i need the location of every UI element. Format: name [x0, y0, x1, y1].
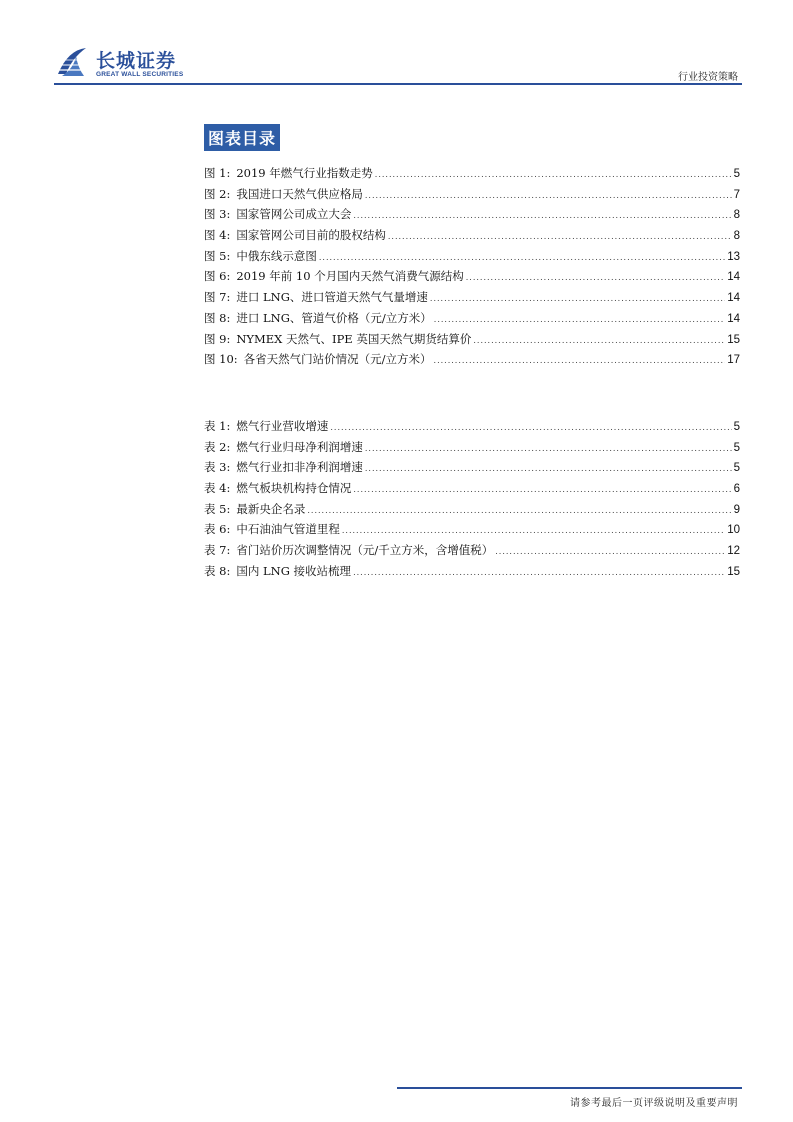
toc-entry-label: 图 8: [204, 310, 231, 325]
toc-entry-page[interactable]: 12 [727, 545, 740, 558]
toc-dot-leader [473, 331, 725, 352]
toc-entry-page[interactable]: 13 [727, 250, 740, 263]
toc-entry-page[interactable]: 5 [733, 168, 740, 180]
figure-toc-entry[interactable] [204, 246, 740, 267]
toc-entry-title[interactable]: 中石油油气管道里程 [236, 522, 340, 537]
figure-toc-entry[interactable] [204, 266, 740, 287]
toc-dot-leader [365, 186, 732, 207]
toc-entry-label: 图 2: [204, 186, 231, 201]
toc-entry-title[interactable]: 国家管网公司成立大会 [236, 207, 352, 222]
toc-dot-leader [353, 563, 725, 584]
company-logo [54, 44, 194, 84]
toc-entry-page[interactable]: 8 [733, 209, 740, 222]
toc-entry-label: 表 1: [204, 419, 231, 433]
toc-dot-leader [365, 439, 732, 460]
toc-entry-title[interactable]: 进口 LNG、管道气价格（元/立方米） [236, 310, 432, 325]
toc-entry-title[interactable]: 国内 LNG 接收站梳理 [236, 563, 352, 578]
toc-entry-page[interactable]: 14 [727, 312, 740, 325]
toc-entry-page[interactable]: 5 [733, 421, 740, 433]
toc-entry-page[interactable]: 14 [727, 292, 740, 305]
table-toc-entry[interactable] [204, 478, 740, 499]
table-toc-entry[interactable] [204, 540, 740, 561]
figure-toc-entry[interactable] [204, 204, 740, 225]
toc-entry-page[interactable]: 7 [733, 188, 740, 201]
figure-toc-entry[interactable] [204, 308, 740, 329]
table-toc-entry[interactable] [204, 437, 740, 458]
toc-dot-leader [319, 248, 725, 269]
toc-entry-page[interactable]: 5 [733, 441, 740, 454]
toc-entry-title[interactable]: 燃气行业营收增速 [236, 419, 329, 433]
table-list [204, 416, 740, 582]
toc-entry-title[interactable]: 2019 年燃气行业指数走势 [236, 166, 373, 180]
toc-dot-leader [353, 206, 731, 227]
table-toc-entry[interactable] [204, 499, 740, 520]
toc-entry-title[interactable]: 燃气行业扣非净利润增速 [236, 460, 363, 475]
toc-title: 图表目录 [204, 124, 280, 151]
toc-entry-page[interactable]: 10 [727, 524, 740, 537]
toc-entry-title[interactable]: 进口 LNG、进口管道天然气气量增速 [236, 290, 428, 305]
logo-chinese-name: 长城证券 [96, 50, 177, 72]
toc-entry-label: 图 1: [204, 166, 231, 180]
figure-toc-entry[interactable] [204, 329, 740, 350]
figure-toc-entry[interactable] [204, 163, 740, 184]
header-divider [54, 83, 742, 85]
toc-entry-title[interactable]: 燃气行业归母净利润增速 [236, 439, 363, 454]
toc-entry-title[interactable]: 燃气板块机构持仓情况 [236, 481, 352, 496]
footer-divider [397, 1087, 742, 1089]
toc-entry-label: 图 3: [204, 207, 231, 222]
toc-entry-label: 表 2: [204, 439, 231, 454]
table-toc-entry[interactable] [204, 561, 740, 582]
toc-entry-label: 图 5: [204, 248, 231, 263]
toc-entry-page[interactable]: 14 [727, 271, 740, 284]
report-type-label: 行业投资策略 [678, 72, 738, 83]
toc-entry-title[interactable]: 省门站价历次调整情况（元/千立方米，含增值税） [236, 543, 494, 558]
toc-dot-leader [353, 480, 731, 501]
toc-entry-label: 表 5: [204, 501, 231, 516]
toc-dot-leader [342, 521, 725, 542]
toc-entry-page[interactable]: 17 [727, 354, 740, 367]
toc-entry-label: 图 9: [204, 331, 231, 346]
toc-entry-title[interactable]: 各省天然气门站价情况（元/立方米） [243, 352, 432, 367]
table-toc-entry[interactable] [204, 457, 740, 478]
toc-entry-page[interactable]: 15 [727, 333, 740, 346]
toc-dot-leader [330, 418, 731, 439]
figure-toc-entry[interactable] [204, 225, 740, 246]
toc-entry-title[interactable]: 2019 年前 10 个月国内天然气消费气源结构 [236, 269, 464, 284]
toc-dot-leader [388, 227, 732, 248]
toc-entry-title[interactable]: 国家管网公司目前的股权结构 [236, 228, 386, 243]
toc-dot-leader [434, 310, 725, 331]
toc-entry-title[interactable]: 我国进口天然气供应格局 [236, 186, 363, 201]
toc-entry-title[interactable]: 中俄东线示意图 [236, 248, 317, 263]
logo-english-name: GREAT WALL SECURITIES [96, 71, 184, 78]
toc-entry-label: 表 6: [204, 522, 231, 537]
toc-entry-page[interactable]: 5 [733, 462, 740, 475]
toc-entry-label: 图 6: [204, 269, 231, 284]
toc-entry-label: 图 7: [204, 290, 231, 305]
table-toc-entry[interactable] [204, 519, 740, 540]
toc-entry-page[interactable]: 6 [733, 483, 740, 496]
great-wall-logo-icon [54, 44, 90, 80]
toc-dot-leader [365, 459, 732, 480]
figure-toc-entry[interactable] [204, 184, 740, 205]
toc-dot-leader [375, 165, 732, 186]
toc-dot-leader [495, 542, 725, 563]
toc-dot-leader [434, 351, 726, 372]
toc-dot-leader [307, 501, 731, 522]
figure-toc-entry[interactable] [204, 349, 740, 370]
toc-entry-label: 表 4: [204, 481, 231, 496]
toc-entry-label: 表 8: [204, 563, 231, 578]
toc-entry-page[interactable]: 15 [727, 565, 740, 578]
toc-entry-label: 图 4: [204, 228, 231, 243]
footer-disclaimer: 请参考最后一页评级说明及重要声明 [570, 1098, 738, 1109]
toc-entry-title[interactable]: 最新央企名录 [236, 501, 306, 516]
toc-entry-label: 图 10: [204, 352, 238, 367]
toc-entry-page[interactable]: 9 [733, 503, 740, 516]
toc-entry-page[interactable]: 8 [733, 230, 740, 243]
toc-entry-label: 表 7: [204, 543, 231, 558]
toc-entry-label: 表 3: [204, 460, 231, 475]
figure-list [204, 163, 740, 370]
toc-dot-leader [466, 268, 725, 289]
table-toc-entry[interactable] [204, 416, 740, 437]
toc-entry-title[interactable]: NYMEX 天然气、IPE 英国天然气期货结算价 [236, 331, 472, 346]
toc-dot-leader [430, 289, 725, 310]
figure-toc-entry[interactable] [204, 287, 740, 308]
